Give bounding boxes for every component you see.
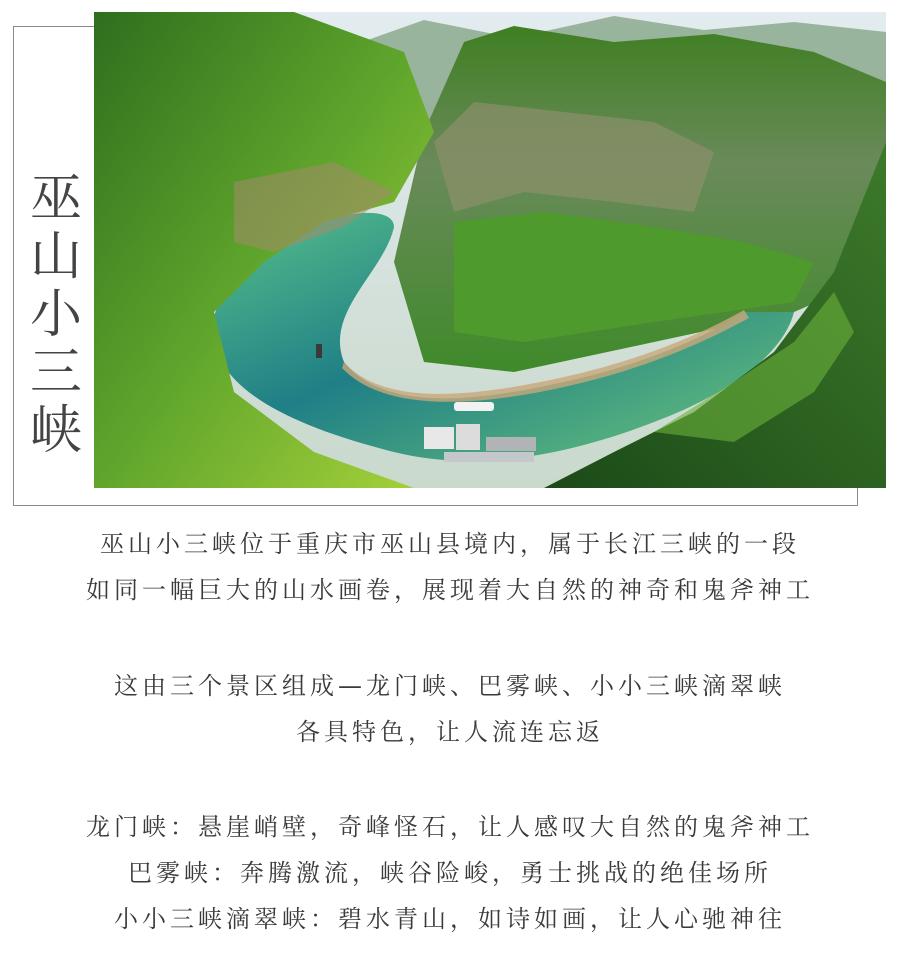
- detail-line-longmen: 龙门峡：悬崖峭壁，奇峰怪石，让人感叹大自然的鬼斧神工: [86, 813, 814, 841]
- title-char: 山: [29, 227, 82, 287]
- intro-paragraph: [0, 521, 900, 613]
- areas-paragraph: [0, 663, 900, 755]
- vertical-title: [26, 170, 86, 460]
- title-char: 三: [29, 343, 82, 403]
- intro-line: 如同一幅巨大的山水画卷，展现着大自然的神奇和鬼斧神工: [86, 576, 814, 604]
- detail-line-bawu: 巴雾峡：奔腾激流，峡谷险峻，勇士挑战的绝佳场所: [128, 859, 772, 887]
- detail-paragraph: [0, 804, 900, 942]
- title-char: 小: [29, 285, 82, 345]
- gorge-landscape-photo: [94, 12, 886, 488]
- title-char: 巫: [29, 169, 82, 229]
- areas-line: 这由三个景区组成—龙门峡、巴雾峡、小小三峡滴翠峡: [114, 672, 786, 700]
- intro-line: 巫山小三峡位于重庆市巫山县境内，属于长江三峡的一段: [100, 530, 800, 558]
- detail-line-dicui: 小小三峡滴翠峡：碧水青山，如诗如画，让人心驰神往: [114, 905, 786, 933]
- areas-line: 各具特色，让人流连忘返: [296, 718, 604, 746]
- title-char: 峡: [29, 401, 82, 461]
